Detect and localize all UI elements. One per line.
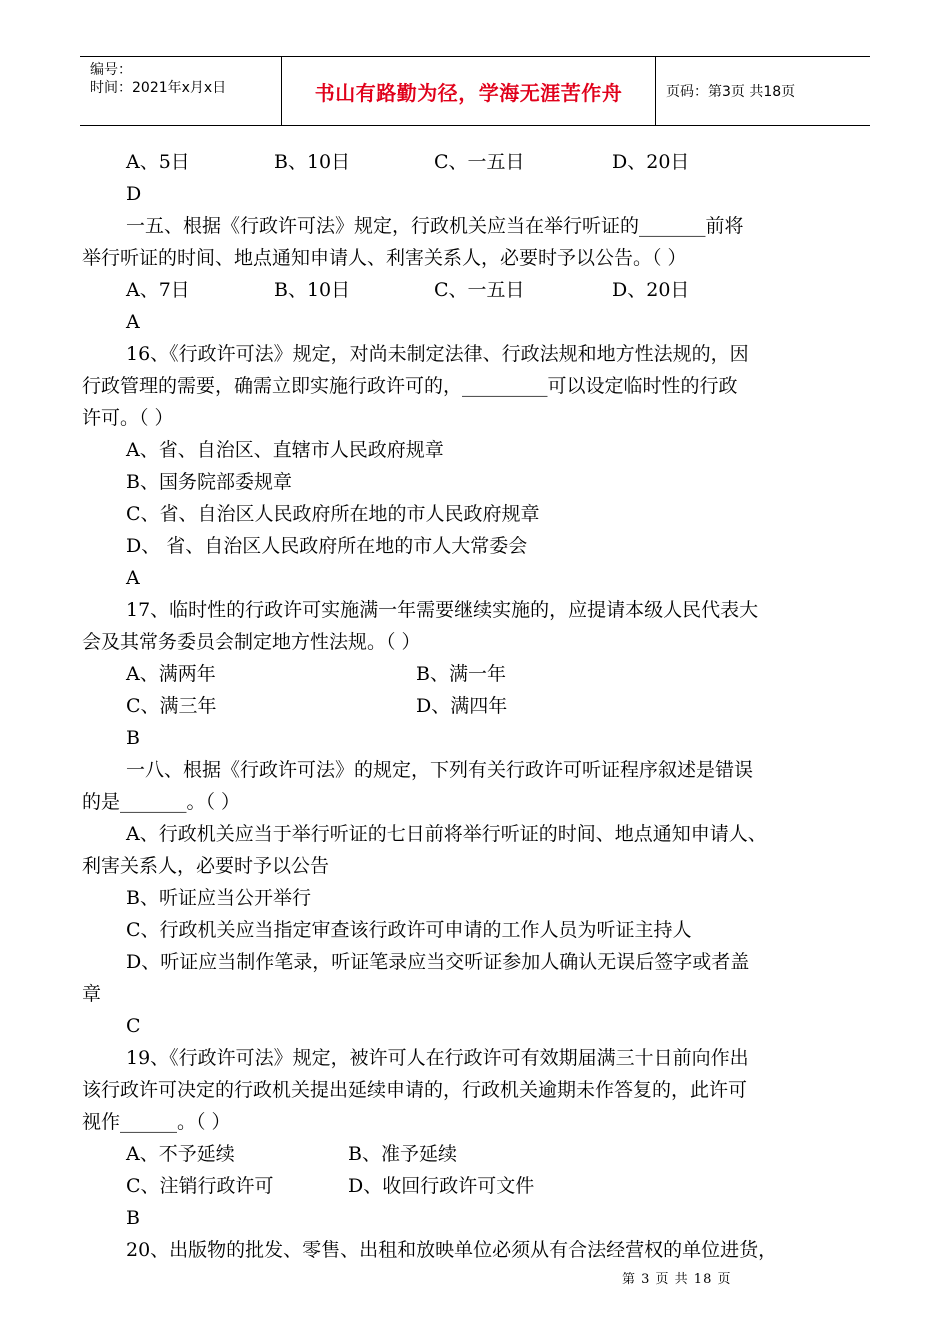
- document-number-label: 编号：: [90, 62, 132, 78]
- option-row: [82, 146, 872, 178]
- document-body: [82, 146, 872, 1266]
- text-line: C、省、自治区人民政府所在地的市人民政府规章: [126, 503, 540, 525]
- text-line: C、行政机关应当指定审查该行政许可申请的工作人员为听证主持人: [126, 919, 692, 941]
- page-footer: 第 3 页 共 18 页: [622, 1272, 732, 1287]
- option-item: C、满三年: [126, 695, 217, 717]
- option-item: B、10日: [274, 151, 351, 173]
- text-line: D、听证应当制作笔录，听证笔录应当交听证参加人确认无误后签字或者盖: [126, 951, 750, 973]
- option-item: A、7日: [126, 279, 190, 301]
- text-line: A: [126, 567, 140, 589]
- text-line: B、国务院部委规章: [126, 471, 292, 493]
- option-item: C、注销行政许可: [126, 1175, 274, 1197]
- text-line: 20、出版物的批发、零售、出租和放映单位必须从有合法经营权的单位进货，: [126, 1239, 778, 1261]
- option-row: [82, 274, 872, 306]
- text-line: B、听证应当公开举行: [126, 887, 311, 909]
- text-line: 16、《行政许可法》规定，对尚未制定法律、行政法规和地方性法规的，因: [126, 343, 749, 365]
- option-item: C、一五日: [434, 279, 525, 301]
- option-item: A、5日: [126, 151, 190, 173]
- text-line: 该行政许可决定的行政机关提出延续申请的，行政机关逾期未作答复的，此许可: [82, 1079, 748, 1101]
- document-time-label: 时间：2021年x月x日: [90, 80, 227, 96]
- text-line: 一五、根据《行政许可法》规定，行政机关应当在举行听证的_______前将: [126, 215, 744, 237]
- page-header: [80, 56, 870, 126]
- text-line: 视作______。（ ）: [82, 1111, 231, 1133]
- text-line: B: [126, 1207, 140, 1229]
- text-line: A、省、自治区、直辖市人民政府规章: [126, 439, 444, 461]
- text-line: 19、《行政许可法》规定，被许可人在行政许可有效期届满三十日前向作出: [126, 1047, 749, 1069]
- header-page-label: 页码：第3页 共18页: [666, 84, 796, 100]
- text-line: 许可。（ ）: [82, 407, 174, 429]
- option-row: [82, 690, 872, 722]
- option-item: B、准予延续: [348, 1143, 457, 1165]
- option-item: A、不予延续: [126, 1143, 235, 1165]
- option-item: C、一五日: [434, 151, 525, 173]
- text-line: A、行政机关应当于举行听证的七日前将举行听证的时间、地点通知申请人、: [126, 823, 767, 845]
- option-row: [82, 1170, 872, 1202]
- text-line: 17、临时性的行政许可实施满一年需要继续实施的，应提请本级人民代表大: [126, 599, 759, 621]
- option-item: D、收回行政许可文件: [348, 1175, 535, 1197]
- option-item: B、满一年: [416, 663, 506, 685]
- option-row: [82, 658, 872, 690]
- option-item: D、20日: [612, 279, 690, 301]
- text-line: 的是_______。（ ）: [82, 791, 241, 813]
- text-line: C: [126, 1015, 141, 1037]
- text-line: 行政管理的需要，确需立即实施行政许可的，_________可以设定临时性的行政: [82, 375, 738, 397]
- option-item: B、10日: [274, 279, 351, 301]
- text-line: 会及其常务委员会制定地方性法规。（ ）: [82, 631, 421, 653]
- option-row: [82, 1138, 872, 1170]
- option-item: D、20日: [612, 151, 690, 173]
- text-line: 章: [82, 983, 102, 1005]
- text-line: A: [126, 311, 140, 333]
- header-motto: 书山有路勤为径，学海无涯苦作舟: [282, 57, 656, 125]
- text-line: 利害关系人，必要时予以公告: [82, 855, 330, 877]
- text-line: D: [126, 183, 142, 205]
- text-line: 举行听证的时间、地点通知申请人、利害关系人，必要时予以公告。（ ）: [82, 247, 687, 269]
- header-meta: [80, 57, 282, 125]
- option-item: A、满两年: [126, 663, 216, 685]
- text-line: B: [126, 727, 140, 749]
- text-line: D、 省、自治区人民政府所在地的市人大常委会: [126, 535, 528, 557]
- text-line: 一八、根据《行政许可法》的规定，下列有关行政许可听证程序叙述是错误: [126, 759, 754, 781]
- option-item: D、满四年: [416, 695, 508, 717]
